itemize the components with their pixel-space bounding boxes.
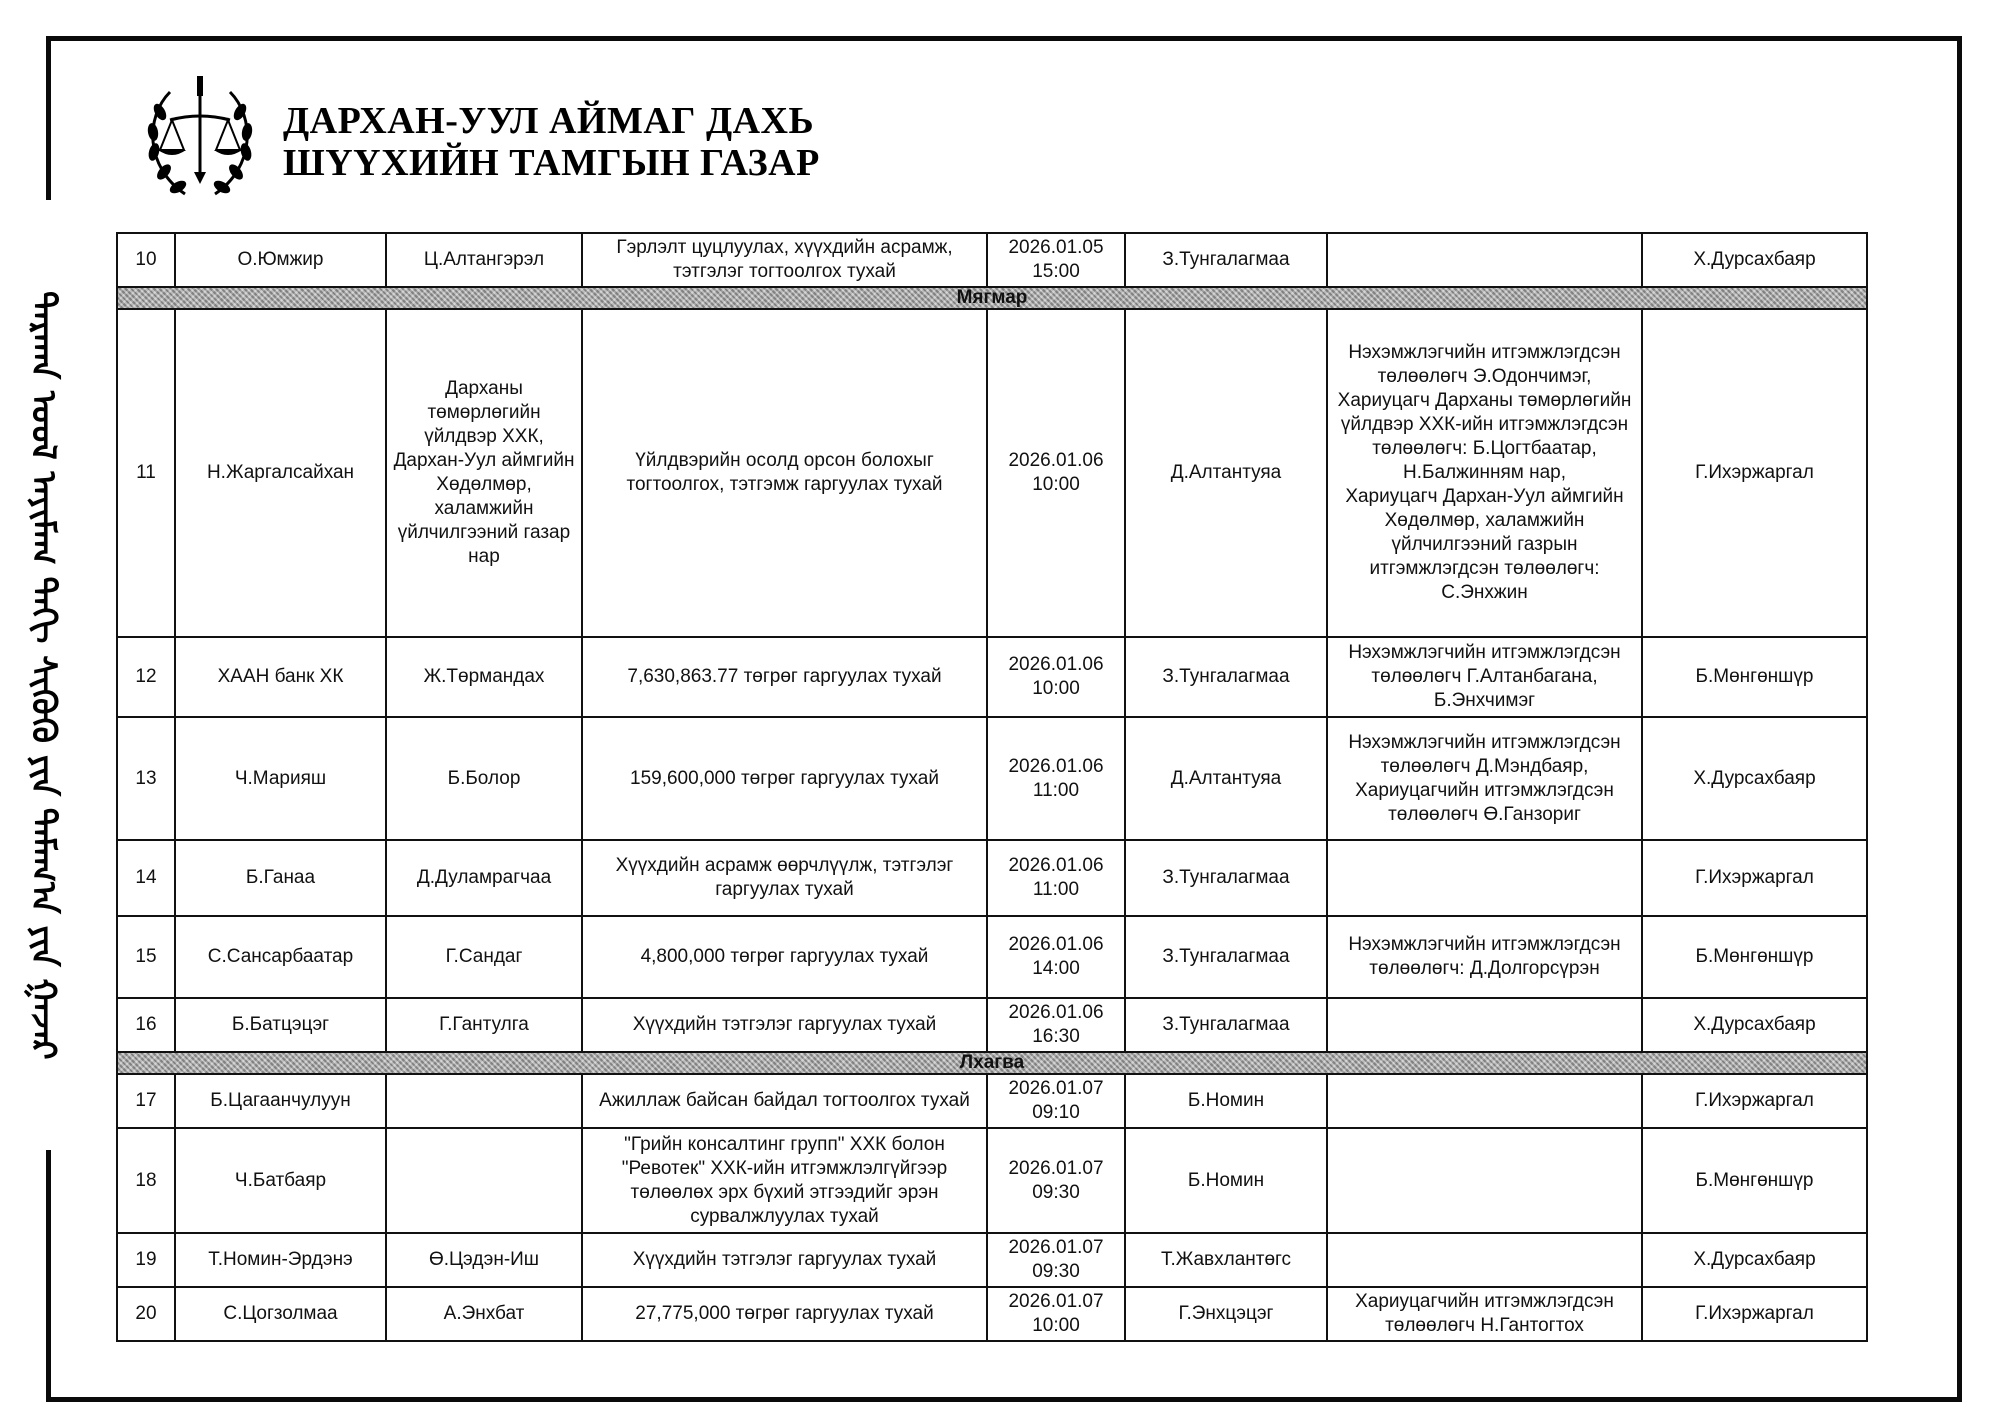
defendant-cell: Ө.Цэдэн-Иш [386, 1233, 582, 1287]
hearing-schedule-table [116, 232, 1868, 1342]
table-row [117, 1287, 1867, 1341]
plaintiff-cell: Т.Номин-Эрдэнэ [175, 1233, 386, 1287]
representatives-cell: Нэхэмжлэгчийн итгэмжлэгдсэн төлөөлөгч: Д.Долгорсүрэн [1327, 916, 1642, 998]
clerk-cell: Х.Дурсахбаяр [1642, 233, 1867, 287]
hearing-datetime-cell: 2026.01.07 09:30 [987, 1128, 1125, 1233]
plaintiff-cell: ХААН банк ХК [175, 637, 386, 717]
table-row [117, 637, 1867, 717]
clerk-cell: Б.Мөнгөншүр [1642, 916, 1867, 998]
clerk-cell: Х.Дурсахбаяр [1642, 998, 1867, 1052]
representatives-cell [1327, 840, 1642, 916]
clerk-cell: Г.Ихэржаргал [1642, 309, 1867, 637]
judge-cell: Г.Энхцэцэг [1125, 1287, 1327, 1341]
clerk-cell: Г.Ихэржаргал [1642, 840, 1867, 916]
judge-cell: Д.Алтантуяа [1125, 717, 1327, 840]
claim-cell: "Грийн консалтинг групп" ХХК болон "Ревотек" ХХК-ийн итгэмжлэлгүйгээр төлөөлөх эрх бүхий этгээдийг эрэн сурвалжлуулах тухай [582, 1128, 987, 1233]
defendant-cell: Ц.Алтангэрэл [386, 233, 582, 287]
claim-cell: Ажиллаж байсан байдал тогтоолгох тухай [582, 1074, 987, 1128]
hearing-datetime-cell: 2026.01.06 10:00 [987, 309, 1125, 637]
case-number-cell: 17 [117, 1074, 175, 1128]
clerk-cell: Х.Дурсахбаяр [1642, 717, 1867, 840]
case-number-cell: 13 [117, 717, 175, 840]
hearing-datetime-cell: 2026.01.05 15:00 [987, 233, 1125, 287]
claim-cell: Үйлдвэрийн осолд орсон болохыг тогтоолгох, тэтгэмж гаргуулах тухай [582, 309, 987, 637]
plaintiff-cell: Ч.Батбаяр [175, 1128, 386, 1233]
claim-cell: 4,800,000 төгрөг гаргуулах тухай [582, 916, 987, 998]
case-number-cell: 11 [117, 309, 175, 637]
hearing-datetime-cell: 2026.01.07 09:10 [987, 1074, 1125, 1128]
claim-cell: 7,630,863.77 төгрөг гаргуулах тухай [582, 637, 987, 717]
representatives-cell [1327, 1074, 1642, 1128]
defendant-cell [386, 1074, 582, 1128]
plaintiff-cell: Б.Ганаа [175, 840, 386, 916]
case-number-cell: 14 [117, 840, 175, 916]
defendant-cell: Г.Сандаг [386, 916, 582, 998]
hearing-datetime-cell: 2026.01.06 14:00 [987, 916, 1125, 998]
representatives-cell [1327, 1128, 1642, 1233]
claim-cell: Гэрлэлт цуцлуулах, хүүхдийн асрамж, тэтгэлэг тогтоолгох тухай [582, 233, 987, 287]
hearing-datetime-cell: 2026.01.07 10:00 [987, 1287, 1125, 1341]
table-row [117, 998, 1867, 1052]
claim-cell: 27,775,000 төгрөг гаргуулах тухай [582, 1287, 987, 1341]
clerk-cell: Г.Ихэржаргал [1642, 1074, 1867, 1128]
clerk-cell: Б.Мөнгөншүр [1642, 1128, 1867, 1233]
table-row [117, 233, 1867, 287]
case-number-cell: 19 [117, 1233, 175, 1287]
judge-cell: Д.Алтантуяа [1125, 309, 1327, 637]
plaintiff-cell: О.Юмжир [175, 233, 386, 287]
hearing-datetime-cell: 2026.01.06 10:00 [987, 637, 1125, 717]
case-number-cell: 18 [117, 1128, 175, 1233]
plaintiff-cell: Н.Жаргалсайхан [175, 309, 386, 637]
defendant-cell: Ж.Төрмандах [386, 637, 582, 717]
table-row [117, 1128, 1867, 1233]
representatives-cell: Нэхэмжлэгчийн итгэмжлэгдсэн төлөөлөгч Э.Одончимэг, Хариуцагч Дарханы төмөрлөгийн үйлдвэр ХХК-ийн итгэмжлэгдсэн төлөөлөгч: Б.Цогтбаатар, Н.Балжинням нар, Хариуцагч Дархан-Уул аймгийн Хөдөлмөр, халамжийн үйлчилгээний газрын итгэмжлэгдсэн төлөөлөгч: С.Энхжин [1327, 309, 1642, 637]
page-title [283, 100, 820, 184]
table-row [117, 309, 1867, 637]
table-row [117, 717, 1867, 840]
representatives-cell: Нэхэмжлэгчийн итгэмжлэгдсэн төлөөлөгч Д.Мэндбаяр, Хариуцагчийн итгэмжлэгдсэн төлөөлөгч Ө.Ганзориг [1327, 717, 1642, 840]
defendant-cell [386, 1128, 582, 1233]
day-label: Мягмар [117, 287, 1867, 309]
table-row [117, 840, 1867, 916]
day-label: Лхагва [117, 1052, 1867, 1074]
hearing-datetime-cell: 2026.01.07 09:30 [987, 1233, 1125, 1287]
judge-cell: З.Тунгалагмаа [1125, 637, 1327, 717]
plaintiff-cell: Ч.Марияш [175, 717, 386, 840]
clerk-cell: Б.Мөнгөншүр [1642, 637, 1867, 717]
representatives-cell: Нэхэмжлэгчийн итгэмжлэгдсэн төлөөлөгч Г.Алтанбагана, Б.Энхчимэг [1327, 637, 1642, 717]
case-number-cell: 15 [117, 916, 175, 998]
plaintiff-cell: Б.Цагаанчулуун [175, 1074, 386, 1128]
claim-cell: 159,600,000 төгрөг гаргуулах тухай [582, 717, 987, 840]
plaintiff-cell: С.Сансарбаатар [175, 916, 386, 998]
plaintiff-cell: С.Цогзолмаа [175, 1287, 386, 1341]
judge-cell: Б.Номин [1125, 1074, 1327, 1128]
judge-cell: З.Тунгалагмаа [1125, 233, 1327, 287]
defendant-cell: А.Энхбат [386, 1287, 582, 1341]
representatives-cell: Хариуцагчийн итгэмжлэгдсэн төлөөлөгч Н.Гантогтох [1327, 1287, 1642, 1341]
clerk-cell: Г.Ихэржаргал [1642, 1287, 1867, 1341]
court-scales-emblem-icon [140, 72, 260, 204]
table-row [117, 916, 1867, 998]
claim-cell: Хүүхдийн асрамж өөрчлүүлж, тэтгэлэг гаргуулах тухай [582, 840, 987, 916]
hearing-datetime-cell: 2026.01.06 11:00 [987, 717, 1125, 840]
representatives-cell [1327, 233, 1642, 287]
defendant-cell: Дарханы төмөрлөгийн үйлдвэр ХХК, Дархан-Уул аймгийн Хөдөлмөр, халамжийн үйлчилгээний газар нар [386, 309, 582, 637]
title-line-2: ШҮҮХИЙН ТАМГЫН ГАЗАР [283, 142, 820, 184]
side-script-text: ᠳᠠᠷᠬᠠᠨ ᠤᠤᠯ ᠠᠶᠢᠮᠠᠭ ᠳᠠᠬᠢ ᠱᠢᠭᠦᠬᠦ ᠶᠢᠨ ᠲᠠᠮᠠᠭ᠎ᠠ ᠶᠢᠨ ᠭᠠᠵᠠᠷ [23, 290, 63, 1060]
plaintiff-cell: Б.Батцэцэг [175, 998, 386, 1052]
judge-cell: З.Тунгалагмаа [1125, 998, 1327, 1052]
clerk-cell: Х.Дурсахбаяр [1642, 1233, 1867, 1287]
defendant-cell: Б.Болор [386, 717, 582, 840]
case-number-cell: 12 [117, 637, 175, 717]
representatives-cell [1327, 1233, 1642, 1287]
table-row [117, 1233, 1867, 1287]
case-number-cell: 10 [117, 233, 175, 287]
case-number-cell: 16 [117, 998, 175, 1052]
day-separator-wednesday [117, 1052, 1867, 1074]
representatives-cell [1327, 998, 1642, 1052]
claim-cell: Хүүхдийн тэтгэлэг гаргуулах тухай [582, 998, 987, 1052]
judge-cell: З.Тунгалагмаа [1125, 916, 1327, 998]
defendant-cell: Д.Дуламрагчаа [386, 840, 582, 916]
table-row [117, 1074, 1867, 1128]
hearing-datetime-cell: 2026.01.06 16:30 [987, 998, 1125, 1052]
vertical-mongolian-script [22, 200, 82, 1150]
hearing-datetime-cell: 2026.01.06 11:00 [987, 840, 1125, 916]
title-line-1: ДАРХАН-УУЛ АЙМАГ ДАХЬ [283, 100, 815, 142]
day-separator-tuesday [117, 287, 1867, 309]
defendant-cell: Г.Гантулга [386, 998, 582, 1052]
judge-cell: Т.Жавхлантөгс [1125, 1233, 1327, 1287]
judge-cell: З.Тунгалагмаа [1125, 840, 1327, 916]
judge-cell: Б.Номин [1125, 1128, 1327, 1233]
case-number-cell: 20 [117, 1287, 175, 1341]
claim-cell: Хүүхдийн тэтгэлэг гаргуулах тухай [582, 1233, 987, 1287]
